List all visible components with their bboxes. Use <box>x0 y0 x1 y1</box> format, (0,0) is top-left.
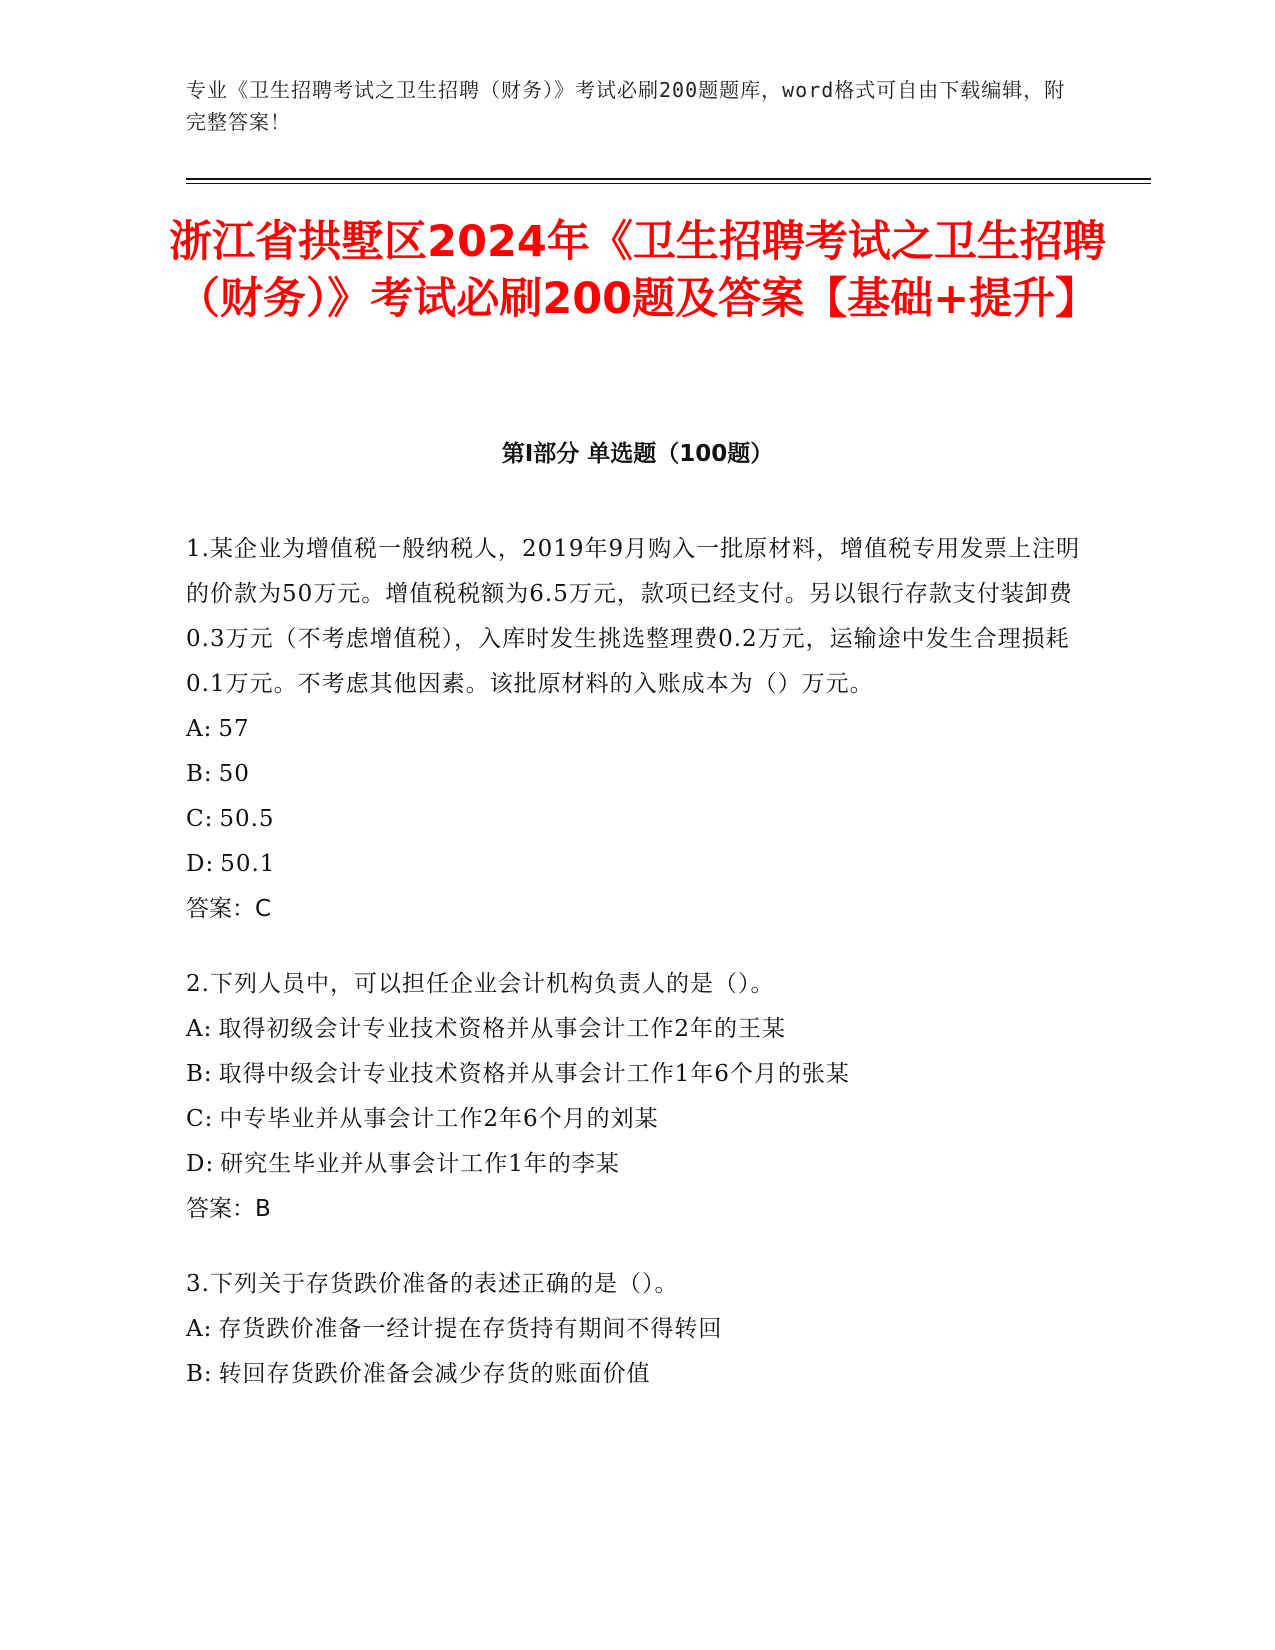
question-1 <box>186 527 1086 932</box>
header-rule-thick <box>186 178 1151 180</box>
option-letter: B: <box>186 1361 213 1387</box>
header-note: 专业《卫生招聘考试之卫生招聘（财务）》考试必刷200题题库，word格式可自由下载编辑，附完整答案！ <box>186 78 1066 134</box>
option-text: 取得中级会计专业技术资格并从事会计工作1年6个月的张某 <box>218 1061 850 1087</box>
option-text: 转回存货跌价准备会减少存货的账面价值 <box>218 1361 651 1387</box>
option-b <box>186 752 1086 797</box>
option-letter: D: <box>186 1151 215 1177</box>
answer: 答案：C <box>186 896 272 922</box>
option-text: 中专毕业并从事会计工作2年6个月的刘某 <box>219 1106 659 1132</box>
option-letter: A: <box>186 1316 213 1342</box>
option-text: 研究生毕业并从事会计工作1年的李某 <box>220 1151 620 1177</box>
document-title: 浙江省拱墅区2024年《卫生招聘考试之卫生招聘（财务）》考试必刷200题及答案【基础+提升】 <box>169 217 1106 324</box>
option-a <box>186 1307 1086 1352</box>
option-a <box>186 1007 1086 1052</box>
option-b <box>186 1352 1086 1397</box>
option-text: 50 <box>218 761 250 787</box>
questions-list <box>186 527 1086 1427</box>
option-text: 存货跌价准备一经计提在存货持有期间不得转回 <box>218 1316 723 1342</box>
header-rule-thin <box>186 183 1151 184</box>
option-text: 50.5 <box>219 806 275 832</box>
question-3 <box>186 1262 1086 1397</box>
option-letter: B: <box>186 761 213 787</box>
option-c <box>186 797 1086 842</box>
section-title: 第Ⅰ部分 单选题（100题） <box>501 441 774 467</box>
question-stem: 3.下列关于存货跌价准备的表述正确的是（）。 <box>186 1271 679 1297</box>
option-c <box>186 1097 1086 1142</box>
question-stem: 2.下列人员中，可以担任企业会计机构负责人的是（）。 <box>186 971 775 997</box>
option-a <box>186 707 1086 752</box>
option-text: 取得初级会计专业技术资格并从事会计工作2年的王某 <box>218 1016 786 1042</box>
option-letter: B: <box>186 1061 213 1087</box>
option-letter: C: <box>186 806 214 832</box>
question-stem: 1.某企业为增值税一般纳税人，2019年9月购入一批原材料，增值税专用发票上注明的价款为50万元。增值税税额为6.5万元，款项已经支付。另以银行存款支付装卸费0.3万元（不考虑增值税），入库时发生挑选整理费0.2万元，运输途中发生合理损耗0.1万元。不考虑其他因素。该批原材料的入账成本为（）万元。 <box>186 536 1081 697</box>
option-letter: D: <box>186 851 215 877</box>
option-letter: A: <box>186 1016 213 1042</box>
option-text: 57 <box>218 716 250 742</box>
option-d <box>186 842 1086 887</box>
option-b <box>186 1052 1086 1097</box>
answer: 答案：B <box>186 1196 271 1222</box>
question-2 <box>186 962 1086 1232</box>
option-text: 50.1 <box>220 851 276 877</box>
option-letter: A: <box>186 716 213 742</box>
option-d <box>186 1142 1086 1187</box>
option-letter: C: <box>186 1106 214 1132</box>
